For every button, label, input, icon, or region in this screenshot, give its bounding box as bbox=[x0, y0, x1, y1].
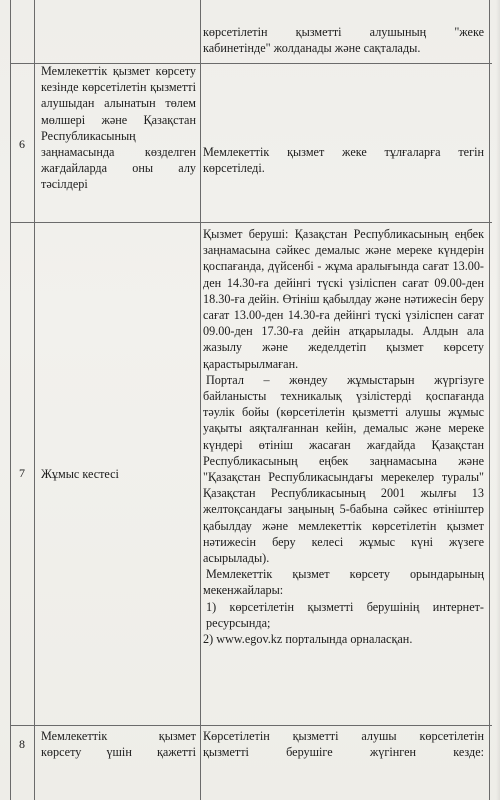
top-continuation-line-1: көрсетілетін қызметті алушының "жеке bbox=[203, 25, 484, 39]
row-divider-7-8 bbox=[10, 725, 492, 726]
table-label-column-border bbox=[200, 0, 201, 800]
service-address-item-1: 1) көрсетілетін қызметті берушінің интернет-ресурсында; bbox=[206, 599, 484, 630]
row-8-label bbox=[41, 728, 196, 760]
table-right-border bbox=[489, 0, 490, 800]
row-8-label-word-2: қызмет bbox=[158, 729, 196, 743]
top-continuation-line-2: кабинетінде" жолданады және сақталады. bbox=[203, 41, 421, 56]
row-6-value: Мемлекеттік қызмет жеке тұлғаларға тегін көрсетіледі. bbox=[203, 145, 484, 176]
row-8-value-line-1: Көрсетілетін қызметті алушы көрсетілетін bbox=[203, 729, 484, 743]
row-7-number: 7 bbox=[19, 466, 25, 480]
scan-edge-shadow bbox=[496, 0, 500, 800]
row-8-label-word-1: Мемлекеттік bbox=[41, 729, 108, 743]
top-continuation-cell bbox=[203, 24, 484, 56]
row-8-number: 8 bbox=[19, 737, 25, 751]
row-7-value bbox=[203, 226, 484, 647]
work-schedule-portal-paragraph: Портал – жөндеу жұмыстарын жүргізуге байланысты техникалық үзілістерді қоспағанда тәулік бойы (көрсетілетін қызметті алушы жұмыс уақыты аяқталғаннан кейін, демалыс және мереке күндері өтініш жасаған жағдайда Қазақстан Республикасының еңбек заңнамасына және "Қазақстан Республикасындағы мерекелер туралы" Қазақстан Республикасының 2001 жылғы 13 желтоқсандағы заңының 5-бабына сәйкес өтініштер қабылдау және мемлекеттік көрсетілетін қызмет нәтижесін беру келесі жұмыс күні жүзеге асырылады). bbox=[203, 372, 484, 566]
table-number-column-border bbox=[34, 0, 35, 800]
row-8-value bbox=[203, 728, 484, 760]
row-8-label-line-1 bbox=[41, 728, 196, 744]
row-divider-6-7 bbox=[10, 222, 492, 223]
row-6-label: Мемлекеттік қызмет көрсету кезінде көрсетілетін қызметті алушыдан алынатын төлем мөлшері және Қазақстан Республикасының заңнамасында көзделген жағдайларда оны алу тәсілдері bbox=[41, 64, 196, 192]
service-address-item-2: 2) www.egov.kz порталында орналасқан. bbox=[203, 632, 413, 647]
service-addresses-heading: Мемлекеттік қызмет көрсету орындарының мекенжайлары: bbox=[203, 567, 484, 598]
row-8-value-line-2: қызметті берушіге жүгінген кезде: bbox=[203, 745, 484, 760]
row-6-number: 6 bbox=[19, 137, 25, 151]
row-8-label-line-2: көрсету үшін қажетті bbox=[41, 745, 196, 760]
work-schedule-provider-paragraph: Қызмет беруші: Қазақстан Республикасының еңбек заңнамасына сәйкес демалыс және мереке күндерін қоспағанда, дүйсенбі - жұма аралығында сағат 13.00-ден 14.30-ға дейінгі түскі үзіліспен сағат 09.00-ден 18.30-ға дейін. Өтініш қабылдау және нәтижесін беру сағат 13.00-ден 14.30-ға дейінгі түскі үзіліспен сағат 09.00-ден 17.30-ға дейін атқарылады. Алдын ала жазылу және жеделдетіп қызмет көрсету қарастырылмаған. bbox=[203, 227, 484, 371]
table-left-border bbox=[10, 0, 11, 800]
row-7-label: Жұмыс кестесі bbox=[41, 467, 119, 481]
